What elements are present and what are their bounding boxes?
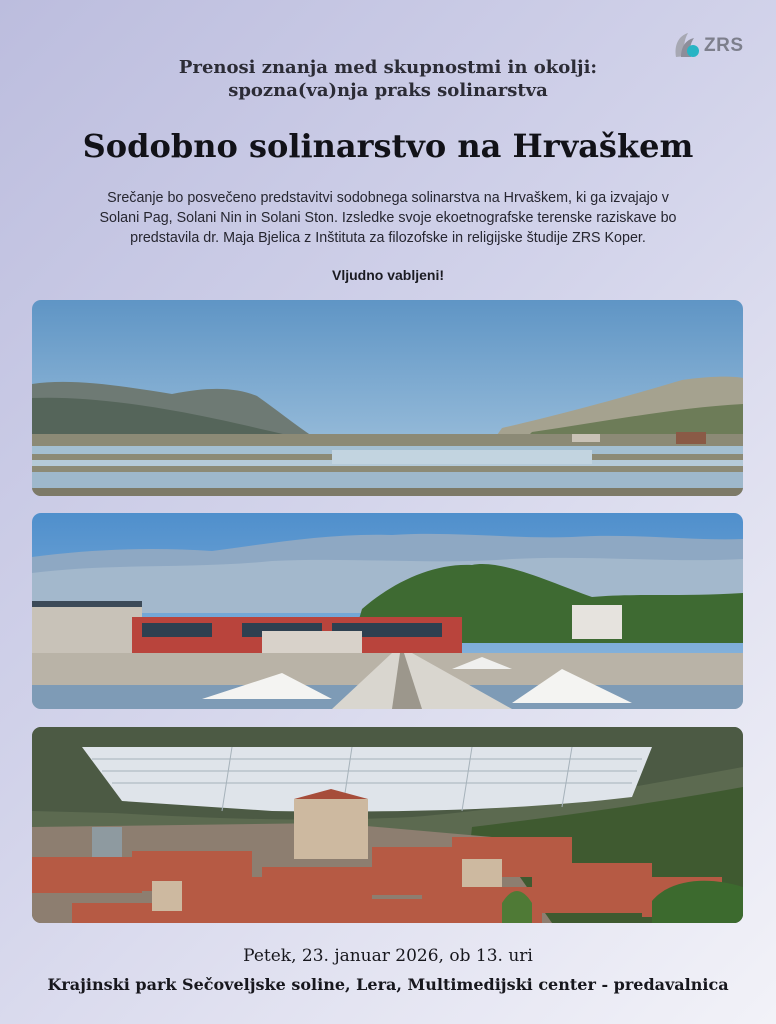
event-description	[60, 188, 716, 248]
salt-pans-pag-photo	[32, 300, 743, 496]
description-line-3: predstavila dr. Maja Bjelica z Inštituta za filozofske in religijske študije ZRS Koper.	[130, 230, 646, 246]
salt-works-nin-photo	[32, 513, 743, 709]
zrs-logo-text: ZRS	[704, 35, 744, 56]
invitation-text: Vljudno vabljeni!	[331, 267, 444, 283]
subtitle-line-2: spozna(va)nja praks solinarstva	[228, 80, 548, 101]
page-title: Sodobno solinarstvo na Hrvaškem	[82, 127, 694, 165]
description-line-1: Srečanje bo posvečeno predstavitvi sodobnega solinarstva na Hrvaškem, ki ga izvajajo v	[107, 190, 669, 206]
event-series-subtitle	[0, 56, 776, 102]
description-line-2: Solani Pag, Solani Nin in Solani Ston. Izsledke svoje ekoetnografske terenske raziskave bo	[99, 210, 677, 226]
event-venue: Krajinski park Sečoveljske soline, Lera, Multimedijski center - predavalnica	[47, 975, 729, 994]
subtitle-line-1: Prenosi znanja med skupnostmi in okolji:	[178, 57, 598, 78]
salt-pans-ston-photo	[32, 727, 743, 923]
event-date-time: Petek, 23. januar 2026, ob 13. uri	[243, 946, 533, 966]
